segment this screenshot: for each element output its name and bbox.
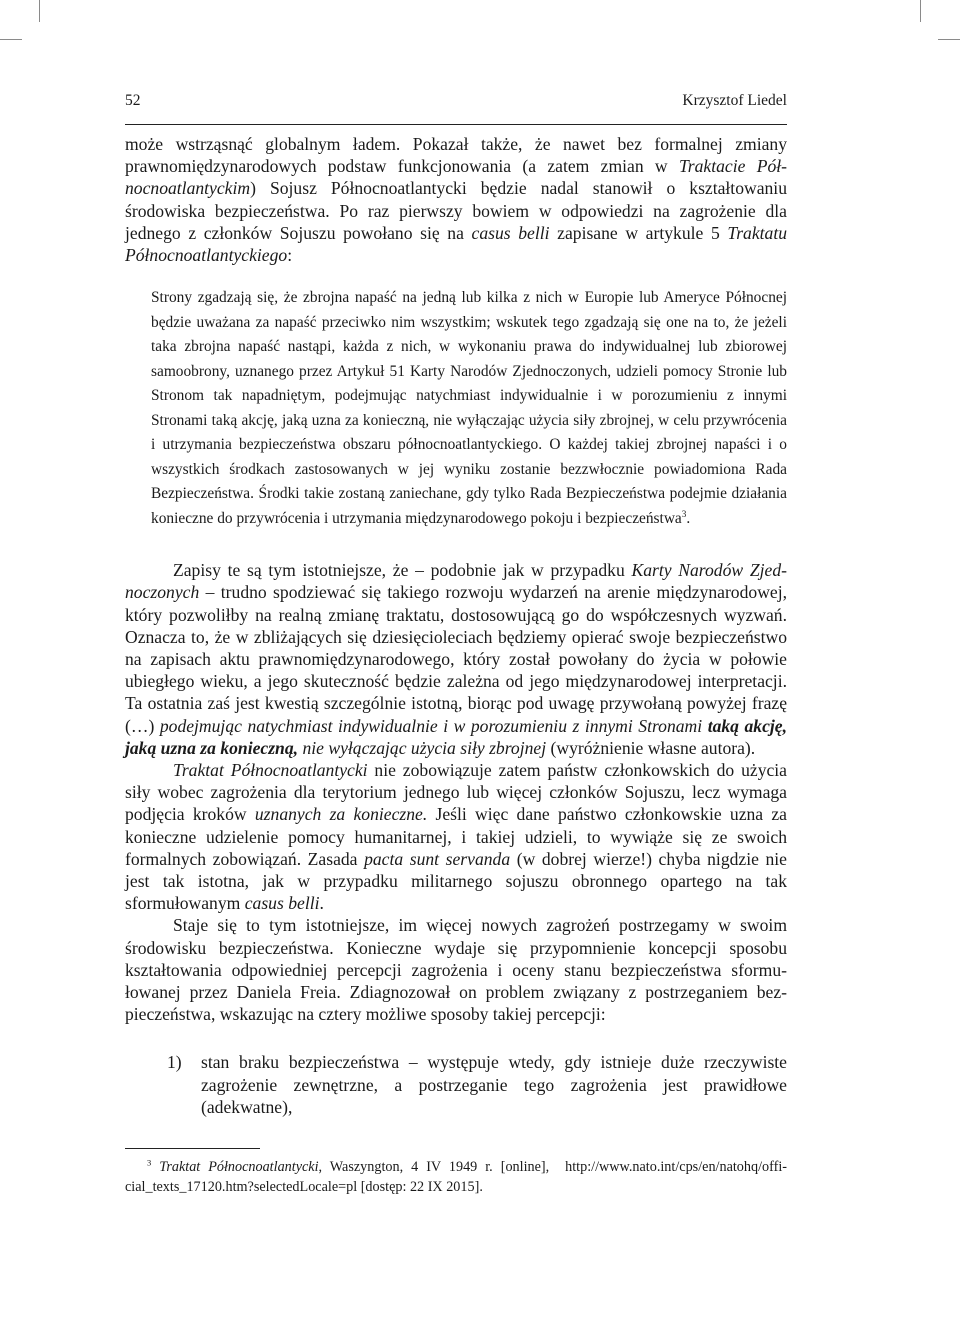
paragraph-1: może wstrząsnąć globalnym ładem. Pokazał także, że nawet bez formalnej zmiany prawnomiędzynarodowych podstaw funkcjonowania (a zatem zmian w Traktacie Północnoatlantyckim) Sojusz Północnoatlantycki będzie nadal stanowił o kształtowaniu środowiska bezpieczeństwa. Po raz pierwszy bowiem w odpowiedzi na zagrożenie dla jednego z członków Sojuszu powołano się na casus belli zapisane w artykule 5 Traktatu Północnoatlantyckiego: [125,134,788,266]
page-number: 52 [125,92,141,109]
list-item-number: 1) [167,1052,182,1073]
footnote-number: 3 [147,1157,152,1168]
paragraph-3: Traktat Północnoatlantycki nie zobowiązuje zatem państw członkowskich do użycia siły wobec zagrożenia dla terytorium jednego lub więcej członków Sojuszu, lecz wymaga podjęcia kroków uznanych za konieczne. Jeśli więc dane państwo członkowskie uzna za konieczne udzielenie pomocy humanitarnej, i takiej udzieli, to wywiąże się ze swoich formalnych zobowiązań. Zasada pacta sunt servanda (w dobrej wierze!) chyba nigdzie nie jest tak istotna, jak w przypadku militarnego sojuszu obronnego opartego na tak sformułowanym casus belli. [125,760,787,914]
paragraph-4: Staje się to tym istotniejsze, im więcej nowych zagrożeń postrzegamy w swoim środowisku bezpieczeństwa. Konieczne wydaje się przypomnienie koncepcji sposobu kształtowania odpowiedniej percepcji zagrożenia i oceny stanu bezpieczeństwa sformułowanej przez Daniela Freia. Zdiagnozował on problem związany z postrzeganiem bezpieczeństwa, wskazując na cztery możliwe sposoby takiej percepcji: [125,915,787,1025]
list-item [125,1051,787,1118]
crop-mark-top-left [39,0,40,22]
paragraph-2: Zapisy te są tym istotniejsze, że – podobnie jak w przypadku Karty Narodów Zjednoczonych – trudno spodziewać się takiego rozwoju wydarzeń na arenie międzynarodowej, który pozwoliłby na realną zmianę traktatu, dostosowującą go do współczesnych wyzwań. Oznacza to, że w zbliżających się dziesięcioleciach będziemy opierać swoje bezpieczeństwo na zapisach aktu prawnomiędzynarodowego, który został powołany do życia w połowie ubiegłego wieku, a jego skuteczność będzie zależna od jego międzynarodowej interpretacji. Ta ostatnia zaś jest kwestią szczególnie istotną, biorąc pod uwagę przywołaną powyżej frazę (…) podejmując natychmiast indywidualnie i w porozumieniu z innymi Stronami taką akcję, jaką uzna za konieczną, nie wyłączając użycia siły zbrojnej (wyróżnienie własne autora). [125,560,787,758]
crop-mark-left-top [0,39,22,40]
footnote-3: $^3$ Traktat Północnoatlantycki, Waszyngton, 4 IV 1949 r. [online], http://www.nato.int/cps/en/natohq/official_texts_17120.htm?selectedLocale=pl [dostęp: 22 IX 2015]. [125,1157,787,1196]
running-header [125,92,787,118]
document-page [125,88,787,1197]
footnote-rule [125,1148,260,1149]
running-head-author: Krzysztof Liedel [682,92,787,109]
block-quote-article-5: Strony zgadzają się, że zbrojna napaść na jedną lub kilka z nich w Europie lub Ameryce Północnej będzie uważana za napaść przeciwko nim wszystkim; wskutek tego zgadzają się one na to, że jeżeli taka zbrojna napaść nastąpi, każda z nich, w wykonaniu prawa do indywidualnej lub zbiorowej samoobrony, uznanego przez Artykuł 51 Karty Narodów Zjednoczonych, udzieli pomocy Stronie lub Stronom tak napadniętym, podejmując natychmiast indywidualnie i w porozumieniu z innymi Stronami taką akcję, jaką uzna za konieczną, nie wyłączając użycia siły zbrojnej, w celu przywrócenia i utrzymania bezpieczeństwa obszaru północnoatlantyckiego. O każdej takiej zbrojnej napaści i o wszystkich środkach zastosowanych w jej wyniku zostanie bezzwłocznie powiadomiona Rada Bezpieczeństwa. Środki takie zostaną zaniechane, gdy tylko Rada Bezpieczeństwa podejmie działania konieczne do przywrócenia i utrzymania międzynarodowego pokoju i bezpieczeństwa$^3$. [151,289,787,527]
footnote-ref: 3 [681,508,687,519]
header-rule [125,124,787,125]
crop-mark-top-right [920,0,921,22]
list-item-text: stan braku bezpieczeństwa – występuje wtedy, gdy istnieje duże rzeczywiste zagrożenie zewnętrzne, a postrzeganie tego zagrożenia jest prawidłowe (adekwatne), [201,1052,787,1117]
crop-mark-right-top [938,39,960,40]
